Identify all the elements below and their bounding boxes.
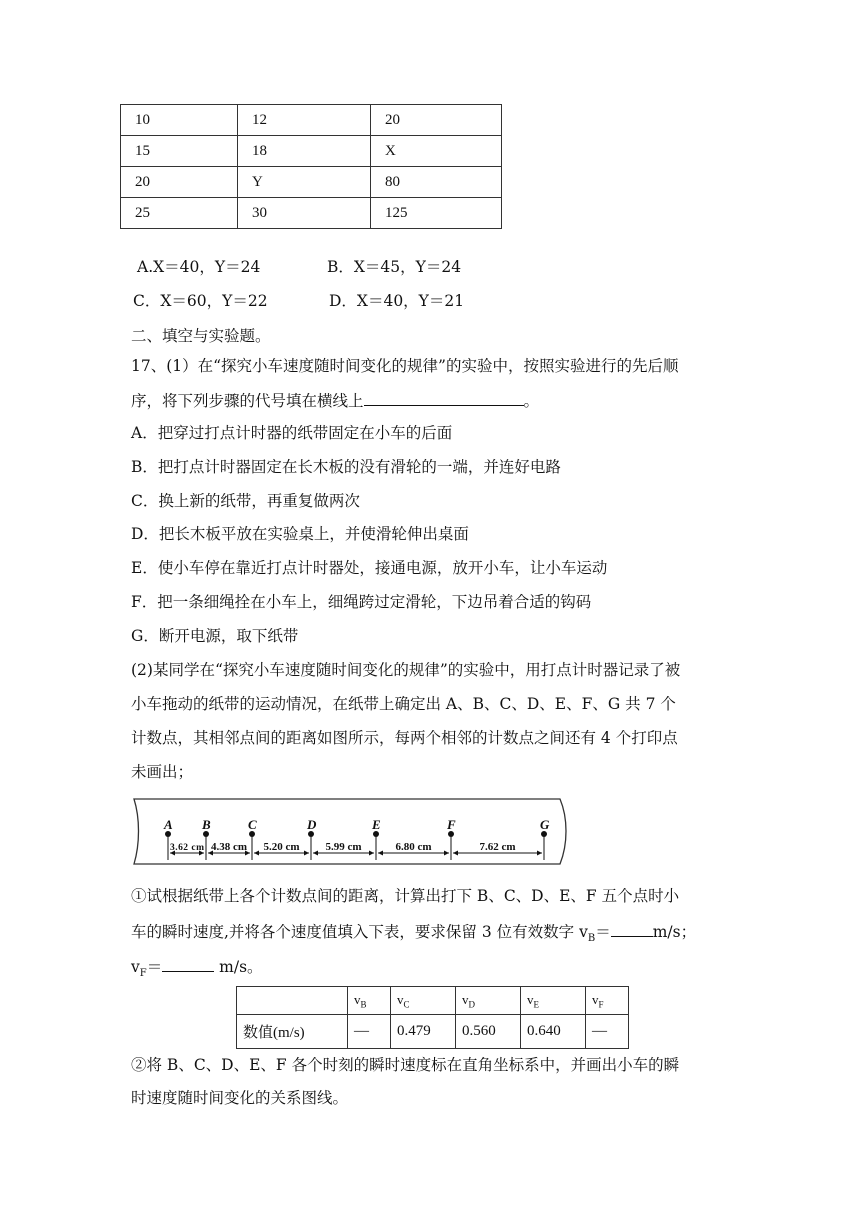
value-vf: — (586, 1015, 629, 1049)
table-row (121, 167, 502, 198)
header-vb: $v_B$ (348, 987, 391, 1015)
q17-part2-line3: 计数点，其相邻点间的距离如图所示，每两个相邻的计数点之间还有 4 个打印点 (131, 729, 678, 747)
table-cell: 15 (121, 136, 238, 167)
tape-distance-label: 7.62 cm (479, 841, 516, 853)
q17-part2-line4: 未画出； (131, 763, 194, 781)
header-vc: $v_C$ (391, 987, 456, 1015)
value-vd: 0.560 (456, 1015, 521, 1049)
sub2-line1: ②将 B、C、D、E、F 各个时刻的瞬时速度标在直角坐标系中，并画出小车的瞬 (131, 1056, 680, 1074)
table-cell: 125 (371, 198, 502, 229)
sub1-vf: v (131, 958, 140, 976)
q17-part1-line2 (131, 389, 539, 411)
table-cell: X (371, 136, 502, 167)
sub1-vf-sub: F (139, 968, 147, 980)
sub2-line2: 时速度随时间变化的关系图线。 (131, 1089, 349, 1107)
step-c: C．换上新的纸带，再重复做两次 (131, 492, 360, 510)
table-cell: 18 (238, 136, 371, 167)
answer-blank-vf[interactable] (162, 955, 214, 972)
table-cell: 20 (371, 105, 502, 136)
section-title: 二、填空与实验题。 (131, 327, 271, 345)
table-cell: 80 (371, 167, 502, 198)
tape-point-label: D (307, 817, 317, 832)
sub1-line2 (131, 920, 696, 949)
velocity-table-values (237, 1015, 629, 1049)
table-cell: 10 (121, 105, 238, 136)
sub1-line3 (131, 955, 263, 984)
table-cell: Y (238, 167, 371, 198)
table-cell: 30 (238, 198, 371, 229)
answer-blank-vb[interactable] (611, 920, 653, 937)
sub1-vf-unit: m/s。 (214, 958, 263, 976)
header-vd: $v_D$ (456, 987, 521, 1015)
tape-distance-label: 5.99 cm (325, 841, 362, 853)
step-a: A．把穿过打点计时器的纸带固定在小车的后面 (131, 424, 453, 442)
velocity-table-header (237, 987, 629, 1015)
tape-distance-label: 6.80 cm (395, 841, 432, 853)
step-d: D．把长木板平放在实验桌上，并使滑轮伸出桌面 (131, 525, 469, 543)
sub1-line1: ①试根据纸带上各个计数点间的距离，计算出打下 B、C、D、E、F 五个点时小 (131, 887, 680, 905)
step-f: F．把一条细绳拴在小车上，细绳跨过定滑轮，下边吊着合适的钩码 (131, 593, 592, 611)
tape-point-label: F (447, 817, 456, 832)
value-vc: 0.479 (391, 1015, 456, 1049)
table-row (121, 136, 502, 167)
value-ve: 0.640 (521, 1015, 586, 1049)
q17-part1-line1: 17、(1）在“探究小车速度随时间变化的规律”的实验中，按照实验进行的先后顺 (131, 357, 679, 375)
tape-point-label: E (372, 817, 381, 832)
q17-part2-line1: (2)某同学在“探究小车速度随时间变化的规律”的实验中，用打点计时器记录了被 (131, 661, 681, 679)
tape-point-label: A (164, 817, 173, 832)
tape-distance-label: 3.62 cm (170, 843, 204, 853)
table-cell: 20 (121, 167, 238, 198)
step-e: E．使小车停在靠近打点计时器处，接通电源，放开小车，让小车运动 (131, 559, 608, 577)
tape-point-label: G (540, 817, 550, 832)
row-label: 数值(m/s) (237, 1015, 348, 1049)
table-cell: 25 (121, 198, 238, 229)
header-empty (237, 987, 348, 1015)
step-g: G．断开电源，取下纸带 (131, 627, 299, 645)
paper-tape-figure (128, 796, 574, 868)
sub1-vb-sub: B (587, 933, 596, 945)
q17-part1-line2-end: 。 (523, 392, 540, 410)
tape-distance-label: 5.20 cm (263, 841, 300, 853)
header-ve: $v_E$ (521, 987, 586, 1015)
velocity-table (236, 986, 629, 1049)
q17-part2-line2: 小车拖动的纸带的运动情况，在纸带上确定出 A、B、C、D、E、F、G 共 7 个 (131, 695, 676, 713)
tape-point-label: B (202, 817, 211, 832)
tape-distance-label: 4.38 cm (210, 841, 248, 853)
sub1-vf-eq: ＝ (146, 958, 163, 976)
answer-blank-order[interactable] (364, 389, 524, 406)
tape-point-label: C (248, 817, 257, 832)
sub1-unit: m/s； (652, 923, 697, 941)
paper-tape-outline (134, 799, 566, 864)
table-row (121, 105, 502, 136)
option-b: B．X＝45，Y＝24 (327, 258, 462, 276)
sub1-eq: ＝ (595, 923, 611, 941)
header-vf: $v_F$ (586, 987, 629, 1015)
value-vb: — (348, 1015, 391, 1049)
table-row (121, 198, 502, 229)
table-cell: 12 (238, 105, 371, 136)
sub1-line2-text: 车的瞬时速度,并将各个速度值填入下表，要求保留 3 位有效数字 v (131, 923, 588, 941)
option-a: A.X＝40，Y＝24 (137, 258, 261, 276)
option-d: D．X＝40，Y＝21 (329, 292, 465, 310)
q17-part1-line2-text: 序，将下列步骤的代号填在横线上 (131, 392, 364, 410)
data-table-xy (120, 104, 502, 229)
option-c: C．X＝60，Y＝22 (133, 292, 268, 310)
step-b: B．把打点计时器固定在长木板的没有滑轮的一端，并连好电路 (131, 458, 561, 476)
